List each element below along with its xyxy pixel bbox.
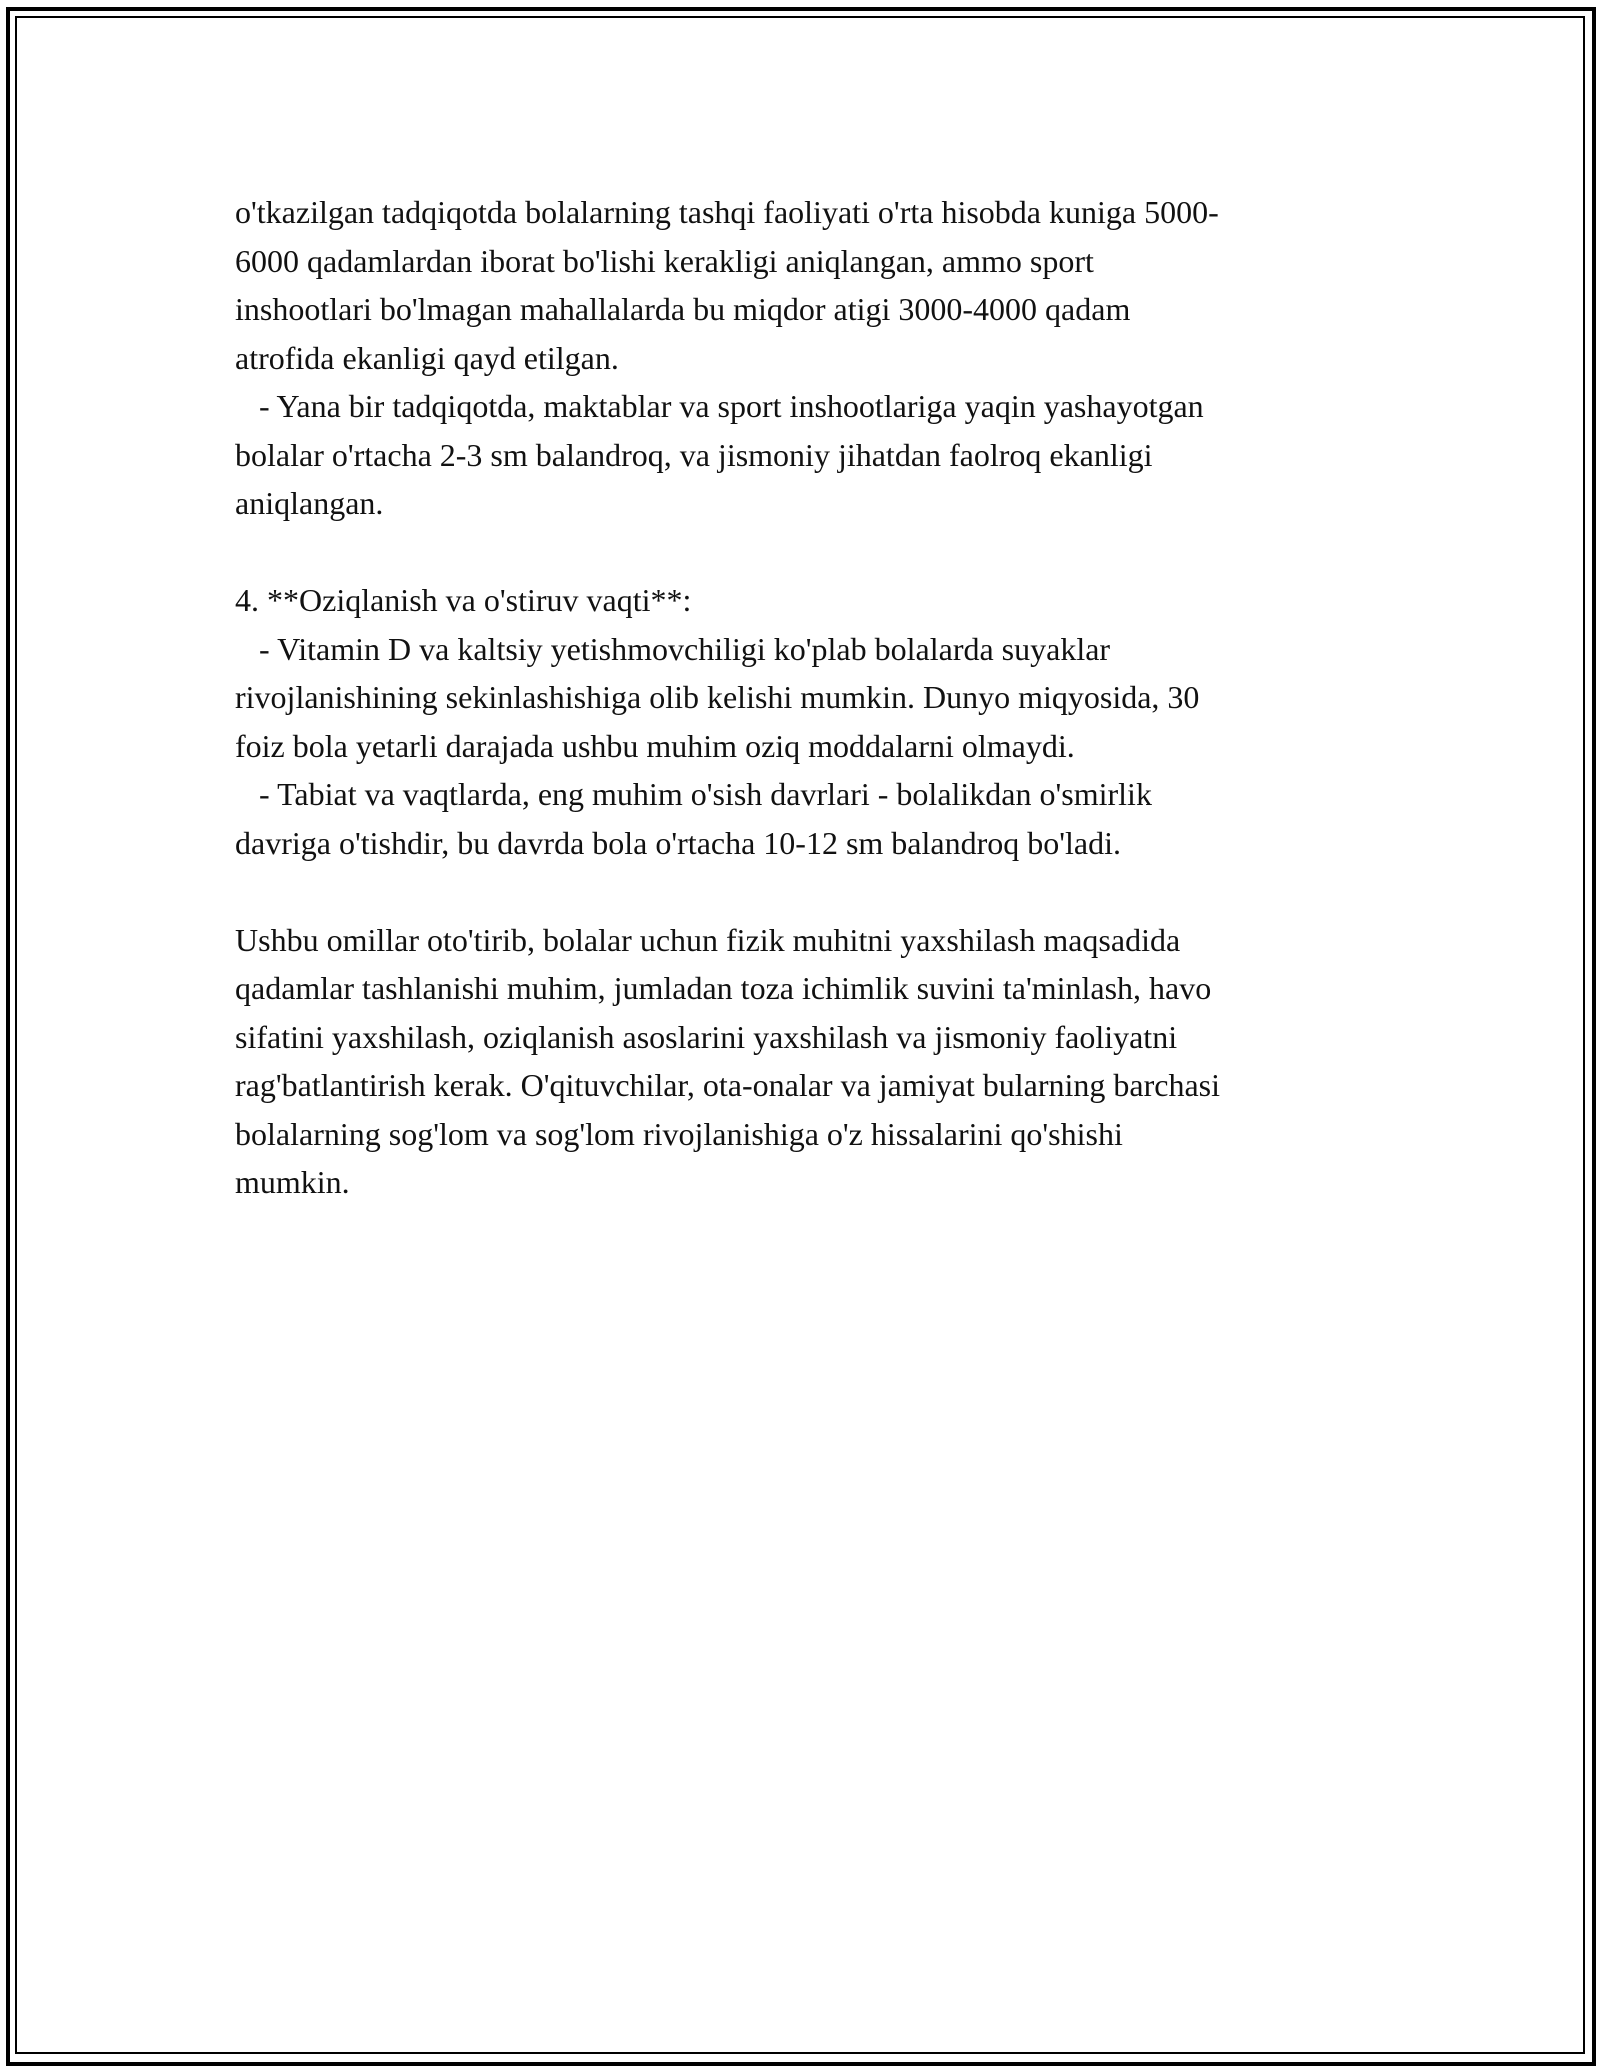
text-line: davriga o'tishdir, bu davrda bola o'rtacha 10-12 sm balandroq bo'ladi. [235,824,1121,861]
text-line: mumkin. [235,1164,350,1200]
text-line: o'tkazilgan tadqiqotda bolalarning tashqi faoliyati o'rta hisobda kuniga 5000- [235,194,1219,230]
text-line: foiz bola yetarli darajada ushbu muhim oziq moddalarni olmaydi. [235,727,1075,764]
text-line: bolalar o'rtacha 2-3 sm balandroq, va jismoniy jihatdan faolroq ekanligi [235,436,1153,473]
document-body [235,188,1385,1207]
text-line: aniqlangan. [235,485,384,521]
text-line: rag'batlantirish kerak. O'qituvchilar, ota-onalar va jamiyat bularning barchasi [235,1067,1220,1103]
text-line: bolalarning sog'lom va sog'lom rivojlanishiga o'z hissalarini qo'shishi [235,1115,1123,1152]
paragraph-gap [235,867,1385,916]
text-line: - Tabiat va vaqtlarda, eng muhim o'sish davrlari - bolalikdan o'smirlik [235,776,1152,812]
text-line: atrofida ekanligi qayd etilgan. [235,339,619,376]
section-heading: 4. **Oziqlanish va o'stiruv vaqti**: [235,582,692,618]
text-line: inshootlari bo'lmagan mahallalarda bu miqdor atigi 3000-4000 qadam [235,291,1131,327]
text-line: - Yana bir tadqiqotda, maktablar va sport inshootlariga yaqin yashayotgan [235,388,1204,424]
text-line: rivojlanishining sekinlashishiga olib kelishi mumkin. Dunyo miqyosida, 30 [235,679,1200,715]
text-line: - Vitamin D va kaltsiy yetishmovchiligi ko'plab bolalarda suyaklar [235,630,1111,667]
text-line: Ushbu omillar oto'tirib, bolalar uchun fizik muhitni yaxshilash maqsadida [235,921,1181,958]
text-line: qadamlar tashlanishi muhim, jumladan toza ichimlik suvini ta'minlash, havo [235,970,1212,1006]
paragraph-gap [235,528,1385,577]
text-line: sifatini yaxshilash, oziqlanish asoslarini yaxshilash va jismoniy faoliyatni [235,1018,1178,1055]
text-line: 6000 qadamlardan iborat bo'lishi kerakligi aniqlangan, ammo sport [235,242,1094,279]
